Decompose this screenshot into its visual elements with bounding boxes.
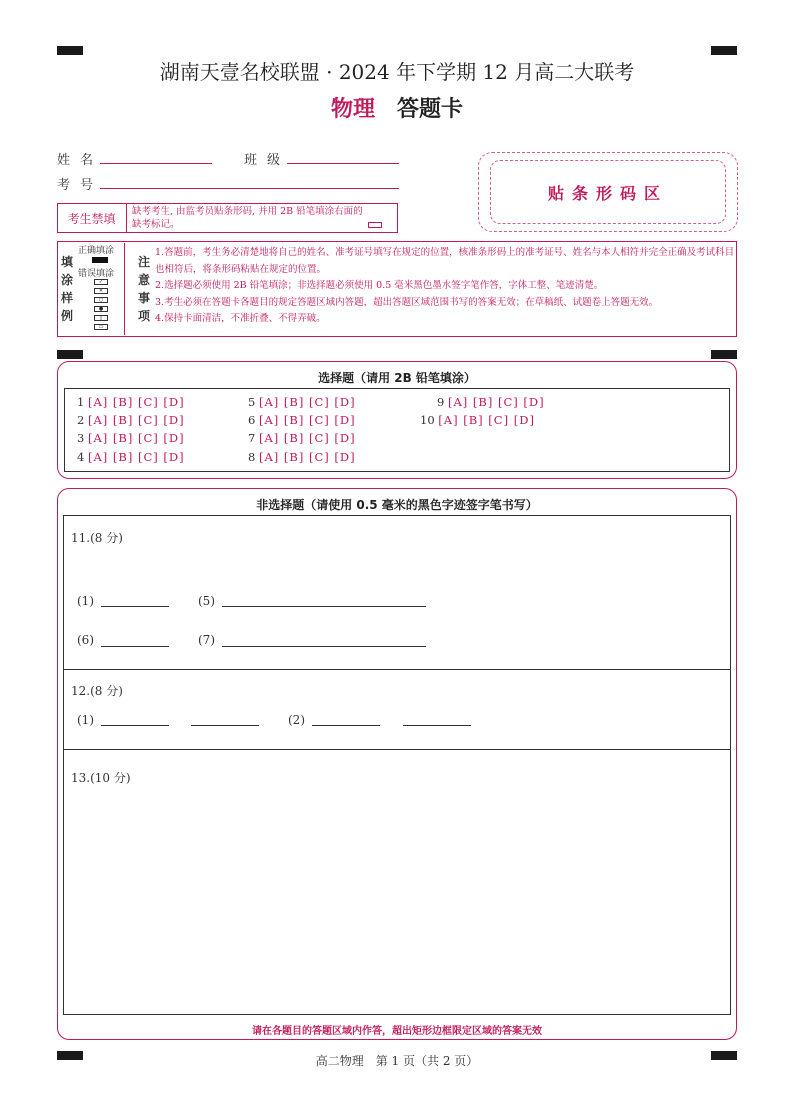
q11-blank-label: (5)	[198, 594, 215, 608]
subject-name: 物理	[330, 96, 375, 122]
q12-blank-line[interactable]	[191, 725, 259, 726]
fill-label-char: 例	[60, 309, 73, 323]
question-number: 1	[77, 395, 85, 409]
question-number: 9	[437, 395, 445, 409]
notice-item: 2.选择题必须使用 2B 铅笔填涂；非选择题必须使用 0.5 毫米黑色墨水签字笔作答，字体工整、笔迹清楚。	[155, 280, 604, 291]
wrong-fill-sample: ✓	[94, 279, 108, 285]
registration-mark	[711, 350, 737, 359]
notice-item: 3.考生必须在答题卡各题目的规定答题区域内答题，超出答题区域范围书写的答案无效；在草稿纸、试题卷上答题无效。	[155, 296, 659, 308]
notice-label-char: 意	[137, 273, 150, 287]
absent-mark-box[interactable]	[368, 222, 382, 228]
wrong-fill-sample: ●	[94, 306, 108, 312]
wrong-fill-sample: ○	[94, 297, 108, 303]
notice-item: 1.答题前，考生务必清楚地将自己的姓名、准考证号填写在规定的位置，核准条形码上的准考证号、姓名与本人相符并完全正确及考试科目也相符后，将条形码粘贴在规定的位置。	[155, 247, 735, 275]
wrong-fill-sample: ▯	[94, 315, 108, 321]
exam-title: 湖南天壹名校联盟 · 2024 年下学期 12 月高二大联考	[159, 60, 635, 84]
barcode-area: 贴条形码区	[490, 160, 726, 224]
choice-question[interactable]	[77, 431, 185, 445]
card-name: 答题卡	[397, 96, 464, 122]
footer-note: 请在各题目的答题区域内作答，超出矩形边框限定区域的答案无效	[252, 1026, 542, 1037]
question-number: 5	[248, 395, 256, 409]
choice-options[interactable]: [A] [B] [C] [D]	[87, 431, 185, 445]
question-number: 6	[248, 413, 256, 427]
registration-mark	[57, 46, 83, 55]
q11-blank-label: (1)	[77, 594, 94, 608]
q11-blank-line[interactable]	[222, 606, 426, 607]
fill-example	[77, 243, 125, 335]
choice-options[interactable]: [A] [B] [C] [D]	[447, 395, 545, 409]
choice-question[interactable]	[77, 395, 185, 409]
q12-blank-label: (1)	[77, 713, 94, 727]
answer-area-q12[interactable]	[63, 669, 731, 750]
exam-number-label: 考号	[57, 178, 104, 193]
fill-example-label	[57, 241, 77, 337]
choice-options[interactable]: [A] [B] [C] [D]	[438, 413, 535, 427]
choice-question[interactable]	[420, 413, 535, 427]
notice-label-char: 事	[137, 291, 150, 305]
card-subtitle	[0, 92, 794, 123]
page-number: 高二物理 第 1 页（共 2 页）	[315, 1054, 479, 1068]
exam-number-field[interactable]	[100, 188, 399, 189]
notice-label-char: 注	[137, 255, 150, 269]
class-label: 班级	[244, 153, 291, 168]
absent-instructions: 缺考考生, 由监考员贴条形码, 并用 2B 铅笔填涂右面的缺考标记。	[132, 206, 363, 230]
q11-blank-line[interactable]	[222, 646, 426, 647]
q12-title: 12.(8 分)	[71, 684, 123, 698]
correct-fill-sample	[92, 257, 108, 263]
choice-question[interactable]	[248, 450, 356, 464]
notice-list	[155, 245, 735, 328]
choice-question[interactable]	[77, 413, 185, 427]
notice-label-char: 项	[137, 309, 150, 323]
fill-label-char: 样	[60, 291, 73, 305]
choice-question[interactable]	[437, 395, 545, 409]
choice-options[interactable]: [A] [B] [C] [D]	[258, 395, 356, 409]
name-field[interactable]	[100, 163, 212, 164]
choice-options[interactable]: [A] [B] [C] [D]	[87, 413, 185, 427]
choice-question[interactable]	[77, 450, 185, 464]
q11-title: 11.(8 分)	[71, 531, 123, 545]
q11-blank-line[interactable]	[101, 606, 169, 607]
fill-label-char: 涂	[60, 273, 73, 287]
choice-options[interactable]: [A] [B] [C] [D]	[258, 413, 356, 427]
registration-mark	[711, 46, 737, 55]
fill-label-char: 填	[60, 255, 73, 269]
q11-blank-line[interactable]	[101, 646, 169, 647]
notice-label	[133, 241, 155, 337]
question-number: 10	[420, 413, 435, 427]
q12-blank-line[interactable]	[101, 725, 169, 726]
question-number: 8	[248, 450, 256, 464]
registration-mark	[57, 350, 83, 359]
q12-blank-line[interactable]	[312, 725, 380, 726]
question-number: 7	[248, 431, 256, 445]
choice-options[interactable]: [A] [B] [C] [D]	[258, 450, 356, 464]
wrong-fill-sample: ▭	[94, 324, 108, 330]
choice-options[interactable]: [A] [B] [C] [D]	[87, 450, 185, 464]
q13-title: 13.(10 分)	[71, 771, 131, 785]
wrong-fill-sample: ✕	[94, 288, 108, 294]
choice-options[interactable]: [A] [B] [C] [D]	[87, 395, 185, 409]
q12-blank-label: (2)	[288, 713, 305, 727]
q12-blank-line[interactable]	[403, 725, 471, 726]
q11-blank-label: (6)	[77, 633, 94, 647]
question-number: 4	[77, 450, 85, 464]
question-number: 3	[77, 431, 85, 445]
nonchoice-heading: 非选择题（请使用 0.5 毫米的黑色字迹签字笔书写）	[256, 498, 538, 512]
choice-heading: 选择题（请用 2B 铅笔填涂）	[318, 371, 476, 385]
choice-question[interactable]	[248, 431, 356, 445]
q11-blank-label: (7)	[198, 633, 215, 647]
wrong-fill-label: 错误填涂	[78, 269, 115, 279]
name-label: 姓名	[57, 153, 104, 168]
question-number: 2	[77, 413, 85, 427]
notice-item: 4.保持卡面清洁，不准折叠、不得弄破。	[155, 313, 326, 324]
class-field[interactable]	[287, 163, 399, 164]
absent-label: 考生禁填	[57, 203, 127, 233]
choice-options[interactable]: [A] [B] [C] [D]	[258, 431, 356, 445]
choice-question[interactable]	[248, 395, 356, 409]
answer-area-q13[interactable]	[63, 749, 731, 1015]
correct-fill-label: 正确填涂	[78, 246, 115, 256]
choice-question[interactable]	[248, 413, 356, 427]
